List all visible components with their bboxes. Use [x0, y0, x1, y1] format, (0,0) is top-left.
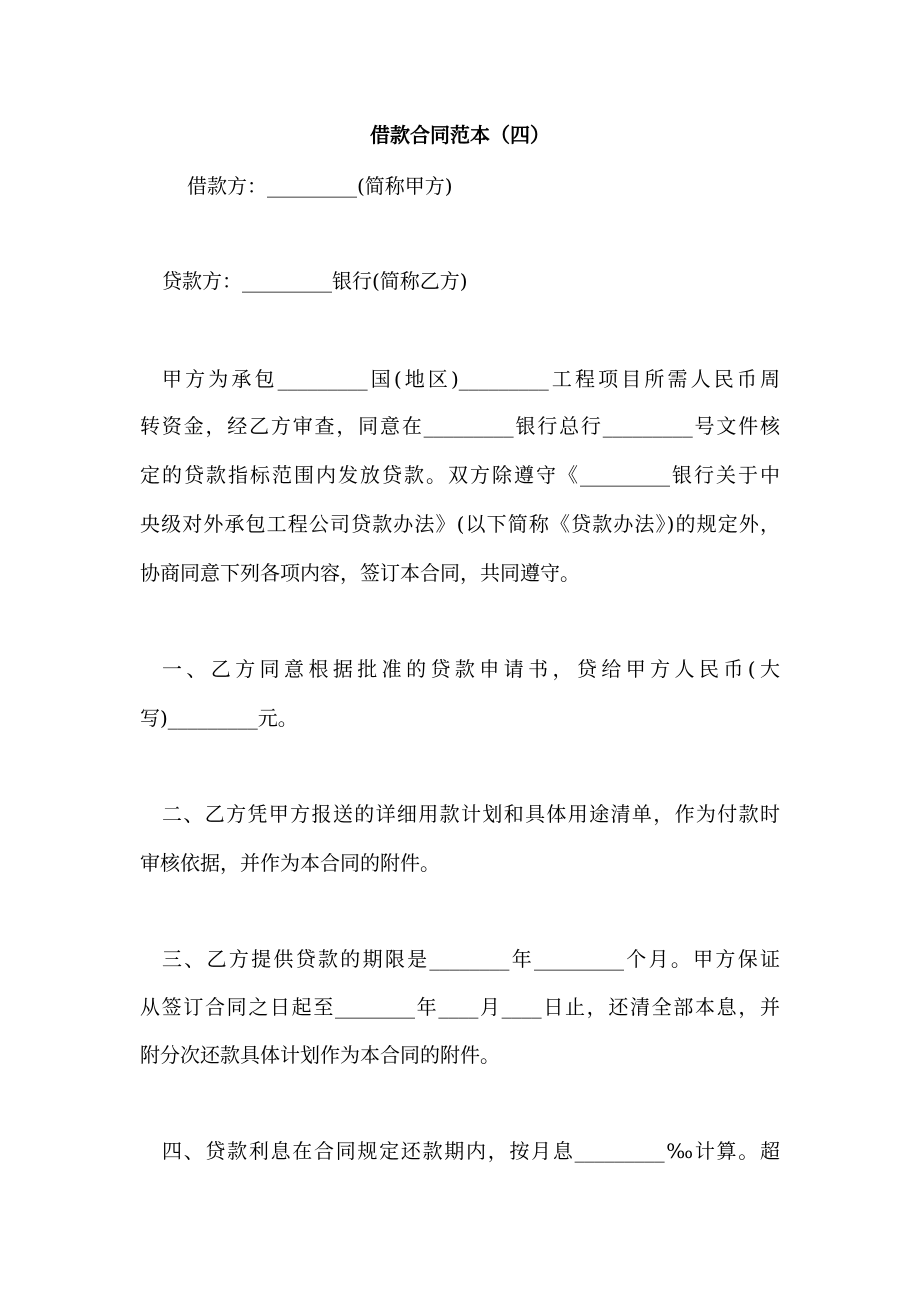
intro-line-4: 央级对外承包工程公司贷款办法》(以下简称《贷款办法》)的规定外，: [140, 512, 780, 536]
clause-3-line-3: 附分次还款具体计划作为本合同的附件。: [140, 1043, 500, 1067]
lender-line: 贷款方：_________银行(简称乙方): [162, 269, 468, 293]
clause-4-line-1: 四、贷款利息在合同规定还款期内，按月息_________‰计算。超: [162, 1139, 780, 1163]
borrower-line: 借款方：_________(简称甲方): [187, 174, 453, 198]
intro-line-1: 甲方为承包_________国(地区)_________工程项目所需人民币周: [162, 367, 780, 391]
clause-1-line-2: 写)_________元。: [140, 706, 298, 730]
clause-2-line-2: 审核依据，并作为本合同的附件。: [140, 851, 440, 875]
intro-line-2: 转资金，经乙方审查，同意在_________银行总行_________号文件核: [140, 414, 780, 438]
document-title: 借款合同范本（四）: [370, 123, 550, 147]
intro-line-3: 定的贷款指标范围内发放贷款。双方除遵守《_________银行关于中: [140, 463, 780, 487]
clause-2-line-1: 二、乙方凭甲方报送的详细用款计划和具体用途清单，作为付款时: [162, 802, 780, 826]
intro-line-5: 协商同意下列各项内容，签订本合同，共同遵守。: [140, 561, 580, 585]
clause-3-line-1: 三、乙方提供贷款的期限是________年_________个月。甲方保证: [162, 947, 780, 971]
clause-3-line-2: 从签订合同之日起至________年____月____日止，还清全部本息，并: [140, 995, 780, 1019]
clause-1-line-1: 一、乙方同意根据批准的贷款申请书，贷给甲方人民币(大: [162, 657, 780, 681]
